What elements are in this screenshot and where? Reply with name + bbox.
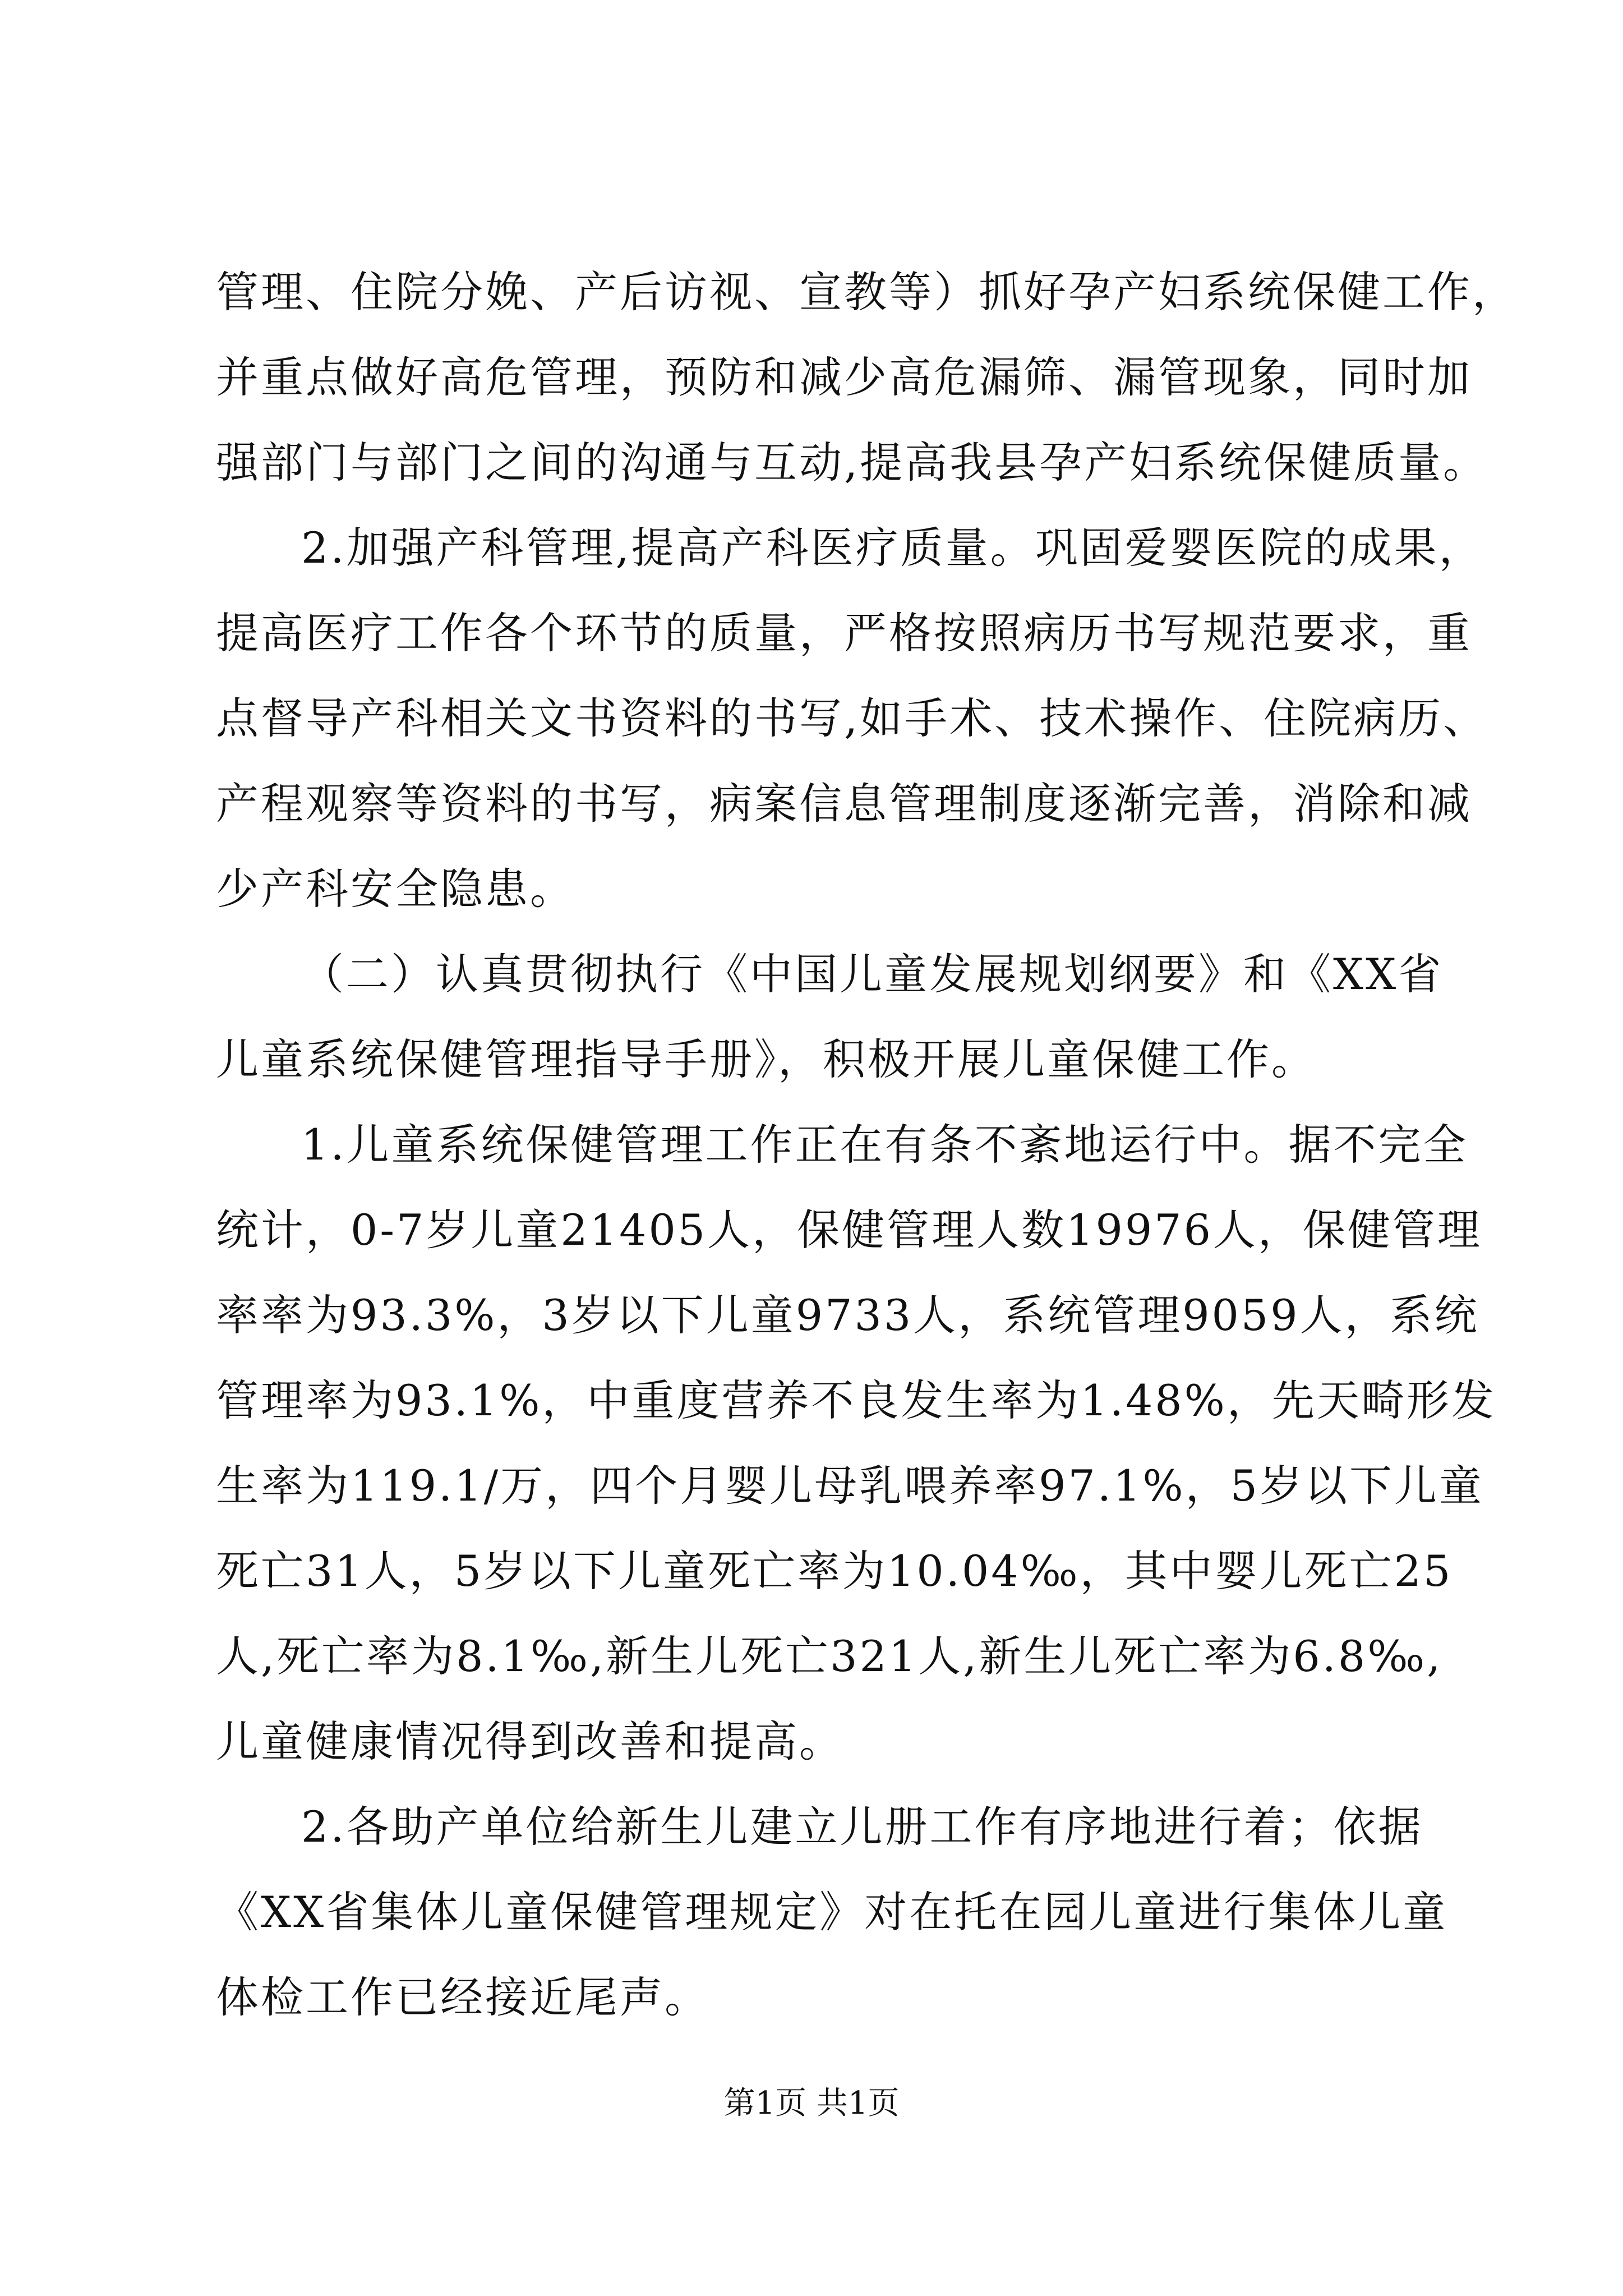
text-line: 统计，0-7岁儿童21405人，保健管理人数19976人，保健管理 — [216, 1205, 1482, 1255]
text-line: 死亡31人，5岁以下儿童死亡率为10.04‰，其中婴儿死亡25 — [216, 1546, 1453, 1596]
text-line: 强部门与部门之间的沟通与互动,提高我县孕产妇系统保健质量。 — [216, 438, 1488, 487]
text-line: 儿童健康情况得到改善和提高。 — [216, 1717, 844, 1766]
page-footer — [0, 2081, 1623, 2126]
text-line: 2.加强产科管理,提高产科医疗质量。巩固爱婴医院的成果， — [301, 523, 1484, 573]
text-line: 产程观察等资料的书写，病案信息管理制度逐渐完善，消除和减 — [216, 779, 1472, 829]
page-number-label: 第1页 共1页 — [723, 2085, 900, 2122]
document-body — [216, 250, 1517, 2040]
section-heading-line: 儿童系统保健管理指导手册》，积极开展儿童保健工作。 — [216, 1034, 1316, 1084]
text-line: 1.儿童系统保健管理工作正在有条不紊地运行中。据不完全 — [301, 1120, 1468, 1170]
text-line: 管理、住院分娩、产后访视、宣教等）抓好孕产妇系统保健工作， — [216, 267, 1517, 317]
text-line: 管理率为93.1%，中重度营养不良发生率为1.48%，先天畸形发 — [216, 1375, 1496, 1425]
text-line: 《XX省集体儿童保健管理规定》对在托在园儿童进行集体儿童 — [216, 1887, 1448, 1937]
text-line: 并重点做好高危管理，预防和减少高危漏筛、漏管现象，同时加 — [216, 352, 1472, 402]
section-heading-line: （二）认真贯彻执行《中国儿童发展规划纲要》和《XX省 — [301, 949, 1444, 999]
text-line: 体检工作已经接近尾声。 — [216, 1972, 709, 2022]
text-line: 点督导产科相关文书资料的书写,如手术、技术操作、住院病历、 — [216, 693, 1488, 743]
text-line: 2.各助产单位给新生儿建立儿册工作有序地进行着；依据 — [301, 1802, 1423, 1852]
text-line: 少产科安全隐患。 — [216, 864, 575, 914]
text-line: 率率为93.3%，3岁以下儿童9733人，系统管理9059人，系统 — [216, 1290, 1479, 1340]
text-line: 人,死亡率为8.1‰,新生儿死亡321人,新生儿死亡率为6.8‰, — [216, 1631, 1443, 1681]
text-line: 生率为119.1/万，四个月婴儿母乳喂养率97.1%，5岁以下儿童 — [216, 1461, 1484, 1511]
text-line: 提高医疗工作各个环节的质量，严格按照病历书写规范要求，重 — [216, 608, 1472, 658]
